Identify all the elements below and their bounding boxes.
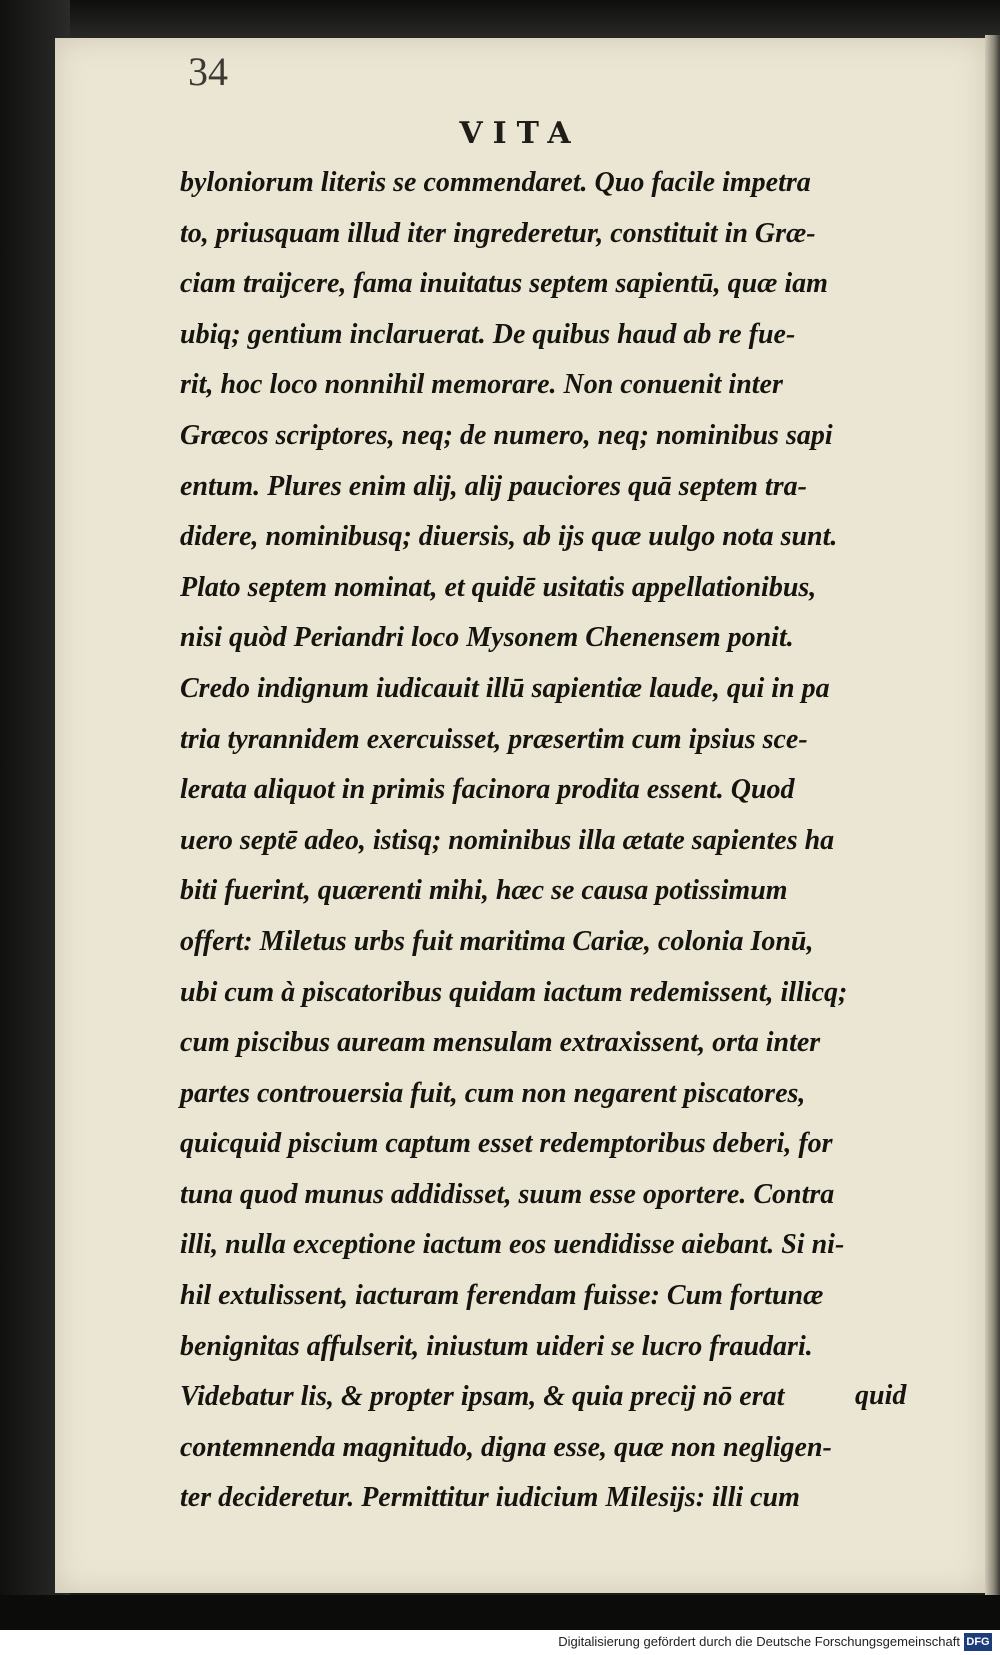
text-line: Credo indignum iudicauit illū sapientiæ laude, qui in pa	[180, 672, 830, 704]
text-line: hil extulissent, iacturam ferendam fuisse: Cum fortunæ	[180, 1280, 824, 1312]
funding-note: Digitalisierung gefördert durch die Deutsche Forschungsgemeinschaft	[558, 1634, 960, 1649]
text-line: ubi cum à piscatoribus quidam iactum redemissent, illicq;	[180, 976, 848, 1008]
scan-background-top	[0, 0, 1000, 40]
text-line: lerata aliquot in primis facinora prodita essent. Quod	[180, 774, 795, 806]
text-line: quicquid piscium captum esset redemptoribus deberi, for	[180, 1128, 833, 1160]
text-line: didere, nominibusq; diuersis, ab ijs quæ uulgo nota sunt.	[180, 521, 838, 553]
text-line: tuna quod munus addidisset, suum esse oportere. Contra	[180, 1178, 835, 1210]
body-text	[180, 158, 950, 1524]
text-line: uero septē adeo, istisq; nominibus illa ætate sapientes ha	[180, 824, 835, 856]
text-line: biti fuerint, quærenti mihi, hæc se causa potissimum	[180, 875, 788, 907]
text-line: entum. Plures enim alij, alij pauciores quā septem tra-	[180, 470, 807, 502]
running-head: VITA	[459, 116, 581, 151]
text-line: Plato septem nominat, et quidē usitatis appellationibus,	[180, 571, 817, 603]
text-line: rit, hoc loco nonnihil memorare. Non conuenit inter	[180, 369, 783, 401]
catchword: quid	[855, 1380, 907, 1411]
text-line: Græcos scriptores, neq; de numero, neq; nominibus sapi	[180, 419, 833, 451]
text-line: contemnenda magnitudo, digna esse, quæ non negligen-	[180, 1431, 832, 1463]
text-line: to, priusquam illud iter ingrederetur, constituit in Græ-	[180, 217, 816, 249]
text-line: tria tyrannidem exercuisset, præsertim cum ipsius sce-	[180, 723, 808, 755]
book-page	[55, 38, 985, 1593]
page-number: 34	[188, 49, 228, 94]
text-line: illi, nulla exceptione iactum eos uendidisse aiebant. Si ni-	[180, 1229, 845, 1261]
text-line: nisi quòd Periandri loco Mysonem Chenensem ponit.	[180, 622, 794, 654]
text-line: offert: Miletus urbs fuit maritima Cariæ, colonia Ionū,	[180, 925, 814, 957]
text-line: ubiq; gentium inclaruerat. De quibus haud ab re fue-	[180, 318, 796, 350]
text-line: ciam traijcere, fama inuitatus septem sapientū, quæ iam	[180, 268, 828, 300]
dfg-logo: DFG	[964, 1633, 992, 1651]
book-page-edge	[985, 35, 1000, 1595]
text-line: benignitas affulserit, iniustum uideri se lucro fraudari.	[180, 1330, 813, 1362]
text-line: Videbatur lis, & propter ipsam, & quia precij nō erat	[180, 1381, 785, 1413]
text-line: ter decideretur. Permittitur iudicium Milesijs: illi cum	[180, 1482, 800, 1514]
text-line: partes controuersia fuit, cum non negarent piscatores,	[180, 1077, 806, 1109]
text-line: cum piscibus auream mensulam extraxissent, orta inter	[180, 1027, 821, 1059]
text-line: byloniorum literis se commendaret. Quo facile impetra	[180, 167, 811, 198]
